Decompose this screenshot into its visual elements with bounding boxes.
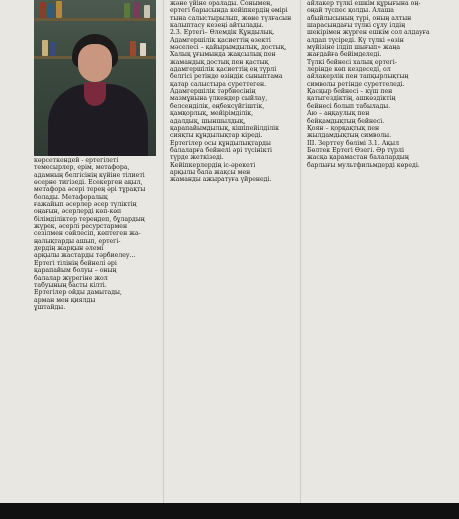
book: [144, 5, 150, 18]
book: [124, 3, 130, 18]
book: [50, 42, 56, 56]
text-column-middle: [170, 0, 294, 500]
bottom-bar: [0, 503, 459, 519]
book: [134, 2, 140, 18]
column-divider: [300, 0, 301, 503]
bookshelf: [34, 18, 156, 21]
book: [48, 4, 54, 18]
column-divider: [163, 0, 164, 503]
column-text: айлакер түлкі ешкім құрығына оң- оңай түспес қолды. Алаша абыйлысының түрі, оның алтын шарасындағы түлкі сұлу ілдің шекірімен жүрген ешкім сол алдауға алдап түсіреді. Кү түлкі «өзін мүйізіне ілдіп шығып» жаңа жағдайға бейімделеді. Түлкі бейнесі халық ертегі- лерінде көп кездеседі, ол айлакерлік пен тапқырлықтың символы ретінде суреттеледі. Қасқыр бейнесі – күш пен қатыгездіктің, ашкөздіктің бейнесі болып табылады. Аю – аңқаулық пен бейқамдықтың бейнесі. Қоян – қорқақтық пен жылдамдықтың символы. ІІІ. Зерттеу бөлімі 3.1. Ақыл Бөлтек Ертегі Өзегі. Әр түрлі жасқа қарамастан балалардың барлығы мультфильмдерді көреді.: [307, 0, 430, 169]
portrait-photo: [34, 0, 156, 156]
book: [56, 1, 62, 18]
text-column-right: [307, 0, 437, 500]
book: [130, 41, 136, 56]
text-column-left: [34, 157, 158, 500]
book: [140, 43, 146, 56]
book: [40, 2, 46, 18]
column-text: көрсеткендей - ертегілеті темесырлер, ерім, метафора, адамның белгісінің күйіне тілиеті өсерне тигізеді. Есекерген ақыл, метафора әсері терең әрі тұрақты болады. Метафоралық ғажайып әсерлер әсер түліктің оңағын, әсерлерді көп-көп білімділіктер тереңдеп, бұлардың жүрек, әсерлі ресурстармен сезілмен сөйлесіп, көптеген жа- ңалықтарды ашып, ертегі- дердің жарқын әлемі арқылы жастарды тәрбиелеу... Ертегі тілінің бейнелі әрі қарапайым болуы – оның балалар жүрегіне жол табуының басты кілті. Ертегілер ойды дамытады, арман мен қиялды ұштайды.: [34, 157, 146, 311]
column-text: және үйіне оралады. Сонымен, ертегі барысында кейіпкердің өмірі тына салыстырылып, жөне түлғасын калыптасу кезеңі айтылады. 2.3. Ертегі– Өлемдік Құндылық. Адамгершілік қасиеттің өзекті мәселесі – қайырымдылық, достық, Халық ұғымында жақсылық пен жамандық достық пен қастық адамгершілік қасиеттің ең түрлі белгісі ретінде өзіндік сыныптама қатар салыстыра суреттеген. Адамгершілік тәрбиесінің мазмұнына үлкендер сыйлау, белсенділік, еңбексүйгіштік, қамқорлық, мейірімділік, адалдық, шыншылдық, қарапайымдылық, кішіпейілділік сияқты құндылықтар кіреді. Ертегілер осы құндылықтарды балаларға бейнелі әрі түсінікті түрде жеткізеді. Кейіпкерлердің іс-әрекеті арқылы бала жақсы мен жаманды ажыратуға үйренеді.: [170, 0, 292, 184]
book: [42, 40, 48, 56]
person-collar: [84, 82, 106, 106]
person-face: [78, 44, 112, 82]
